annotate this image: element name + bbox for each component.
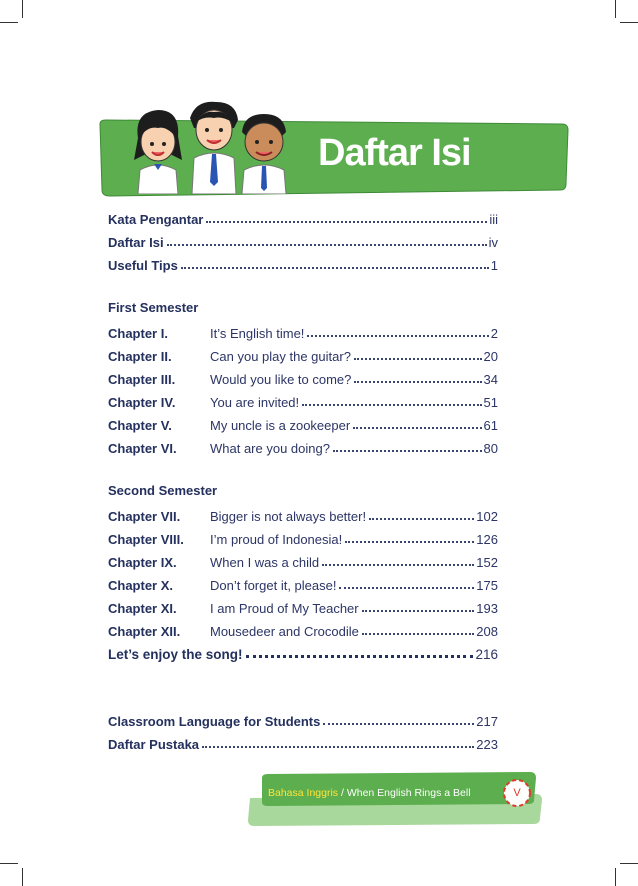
toc-page: 126 xyxy=(476,532,498,547)
dot-leader xyxy=(302,404,481,406)
toc-entry[interactable] xyxy=(108,504,498,524)
crop-mark xyxy=(615,0,616,18)
toc-page: 20 xyxy=(483,349,498,364)
toc-page: 223 xyxy=(476,737,498,752)
toc-entry[interactable] xyxy=(108,573,498,593)
footer-book-title: When English Rings a Bell xyxy=(346,787,471,799)
dot-leader xyxy=(167,244,487,246)
toc-page: 216 xyxy=(475,647,498,662)
toc-entry[interactable] xyxy=(108,367,498,387)
boy-illustration xyxy=(242,114,286,194)
toc-entry[interactable] xyxy=(108,321,498,341)
dot-leader xyxy=(345,541,474,543)
toc-label: Daftar Pustaka xyxy=(108,737,200,752)
chapter-number: Chapter II. xyxy=(108,349,172,364)
toc-entry[interactable] xyxy=(108,642,498,662)
toc-entry[interactable] xyxy=(108,550,498,570)
toc-page: iii xyxy=(489,212,498,227)
dot-leader xyxy=(354,381,481,383)
chapter-number: Chapter III. xyxy=(108,372,176,387)
chapter-title: Bigger is not always better! xyxy=(210,509,367,524)
dot-leader xyxy=(202,746,474,748)
crop-mark xyxy=(22,868,23,886)
toc-page: 51 xyxy=(483,395,498,410)
chapter-number: Chapter IV. xyxy=(108,395,176,410)
chapter-title: Don’t forget it, please! xyxy=(210,578,337,593)
toc-entry[interactable] xyxy=(108,619,498,639)
footer-separator: / xyxy=(338,787,347,799)
chapter-title: I’m proud of Indonesia! xyxy=(210,532,343,547)
toc-page: 193 xyxy=(476,601,498,616)
toc-page: 152 xyxy=(476,555,498,570)
dot-leader xyxy=(339,587,474,589)
crop-mark xyxy=(615,868,616,886)
dot-leader xyxy=(206,221,487,223)
footer-caption xyxy=(268,787,471,799)
dot-leader xyxy=(322,564,474,566)
toc-entry[interactable] xyxy=(108,413,498,433)
crop-mark xyxy=(620,863,638,864)
section-heading: Second Semester xyxy=(108,483,218,498)
chapter-number: Chapter IX. xyxy=(108,555,177,570)
chapter-title: My uncle is a zookeeper xyxy=(210,418,351,433)
dot-leader xyxy=(333,450,482,452)
crop-mark xyxy=(0,863,18,864)
chapter-title: Would you like to come? xyxy=(210,372,352,387)
dot-leader xyxy=(181,267,489,269)
dot-leader xyxy=(362,610,475,612)
crop-mark xyxy=(620,22,638,23)
boy-illustration xyxy=(190,102,238,194)
chapter-title: When I was a child xyxy=(210,555,320,570)
toc-page: 175 xyxy=(476,578,498,593)
dot-leader xyxy=(369,518,474,520)
toc-page: 217 xyxy=(476,714,498,729)
chapter-number: Chapter XI. xyxy=(108,601,177,616)
students-illustration xyxy=(124,98,304,194)
footer-subject: Bahasa Inggris xyxy=(268,787,339,799)
toc-entry[interactable] xyxy=(108,207,498,227)
chapter-number: Chapter V. xyxy=(108,418,172,433)
crop-mark xyxy=(22,0,23,18)
dot-leader xyxy=(323,723,474,725)
girl-illustration xyxy=(134,110,182,194)
toc-page: iv xyxy=(488,235,498,250)
toc-page: 34 xyxy=(483,372,498,387)
toc-entry[interactable] xyxy=(108,230,498,250)
toc-page: 61 xyxy=(483,418,498,433)
toc-entry[interactable] xyxy=(108,709,498,729)
toc-entry[interactable] xyxy=(108,732,498,752)
toc-page: 208 xyxy=(476,624,498,639)
crop-mark xyxy=(0,22,18,23)
chapter-title: I am Proud of My Teacher xyxy=(210,601,359,616)
chapter-number: Chapter VI. xyxy=(108,441,177,456)
toc-label: Classroom Language for Students xyxy=(108,714,321,729)
dot-leader xyxy=(362,633,474,635)
section-heading: First Semester xyxy=(108,300,199,315)
chapter-title: You are invited! xyxy=(210,395,300,410)
dot-leader xyxy=(354,358,482,360)
toc-entry[interactable] xyxy=(108,436,498,456)
toc-page: 102 xyxy=(476,509,498,524)
chapter-number: Chapter XII. xyxy=(108,624,181,639)
chapter-number: Chapter I. xyxy=(108,326,168,341)
toc-label: Daftar Isi xyxy=(108,235,164,250)
chapter-number: Chapter X. xyxy=(108,578,174,593)
toc-label: Let’s enjoy the song! xyxy=(108,647,243,662)
chapter-title: It’s English time! xyxy=(210,326,305,341)
toc-entry[interactable] xyxy=(108,253,498,273)
toc-entry[interactable] xyxy=(108,344,498,364)
toc-page: 80 xyxy=(483,441,498,456)
toc-label: Kata Pengantar xyxy=(108,212,204,227)
chapter-title: Mousedeer and Crocodile xyxy=(210,624,359,639)
toc-entry[interactable] xyxy=(108,596,498,616)
page-title: Daftar Isi xyxy=(318,132,471,174)
chapter-number: Chapter VII. xyxy=(108,509,181,524)
dot-leader xyxy=(246,655,474,658)
chapter-title: Can you play the guitar? xyxy=(210,349,351,364)
dot-leader xyxy=(353,427,481,429)
chapter-title: What are you doing? xyxy=(210,441,330,456)
toc-entry[interactable] xyxy=(108,527,498,547)
toc-page: 2 xyxy=(490,326,498,341)
dot-leader xyxy=(307,335,488,337)
page-number: V xyxy=(513,787,521,799)
toc-page: 1 xyxy=(490,258,498,273)
toc-entry[interactable] xyxy=(108,390,498,410)
chapter-number: Chapter VIII. xyxy=(108,532,184,547)
toc-label: Useful Tips xyxy=(108,258,178,273)
